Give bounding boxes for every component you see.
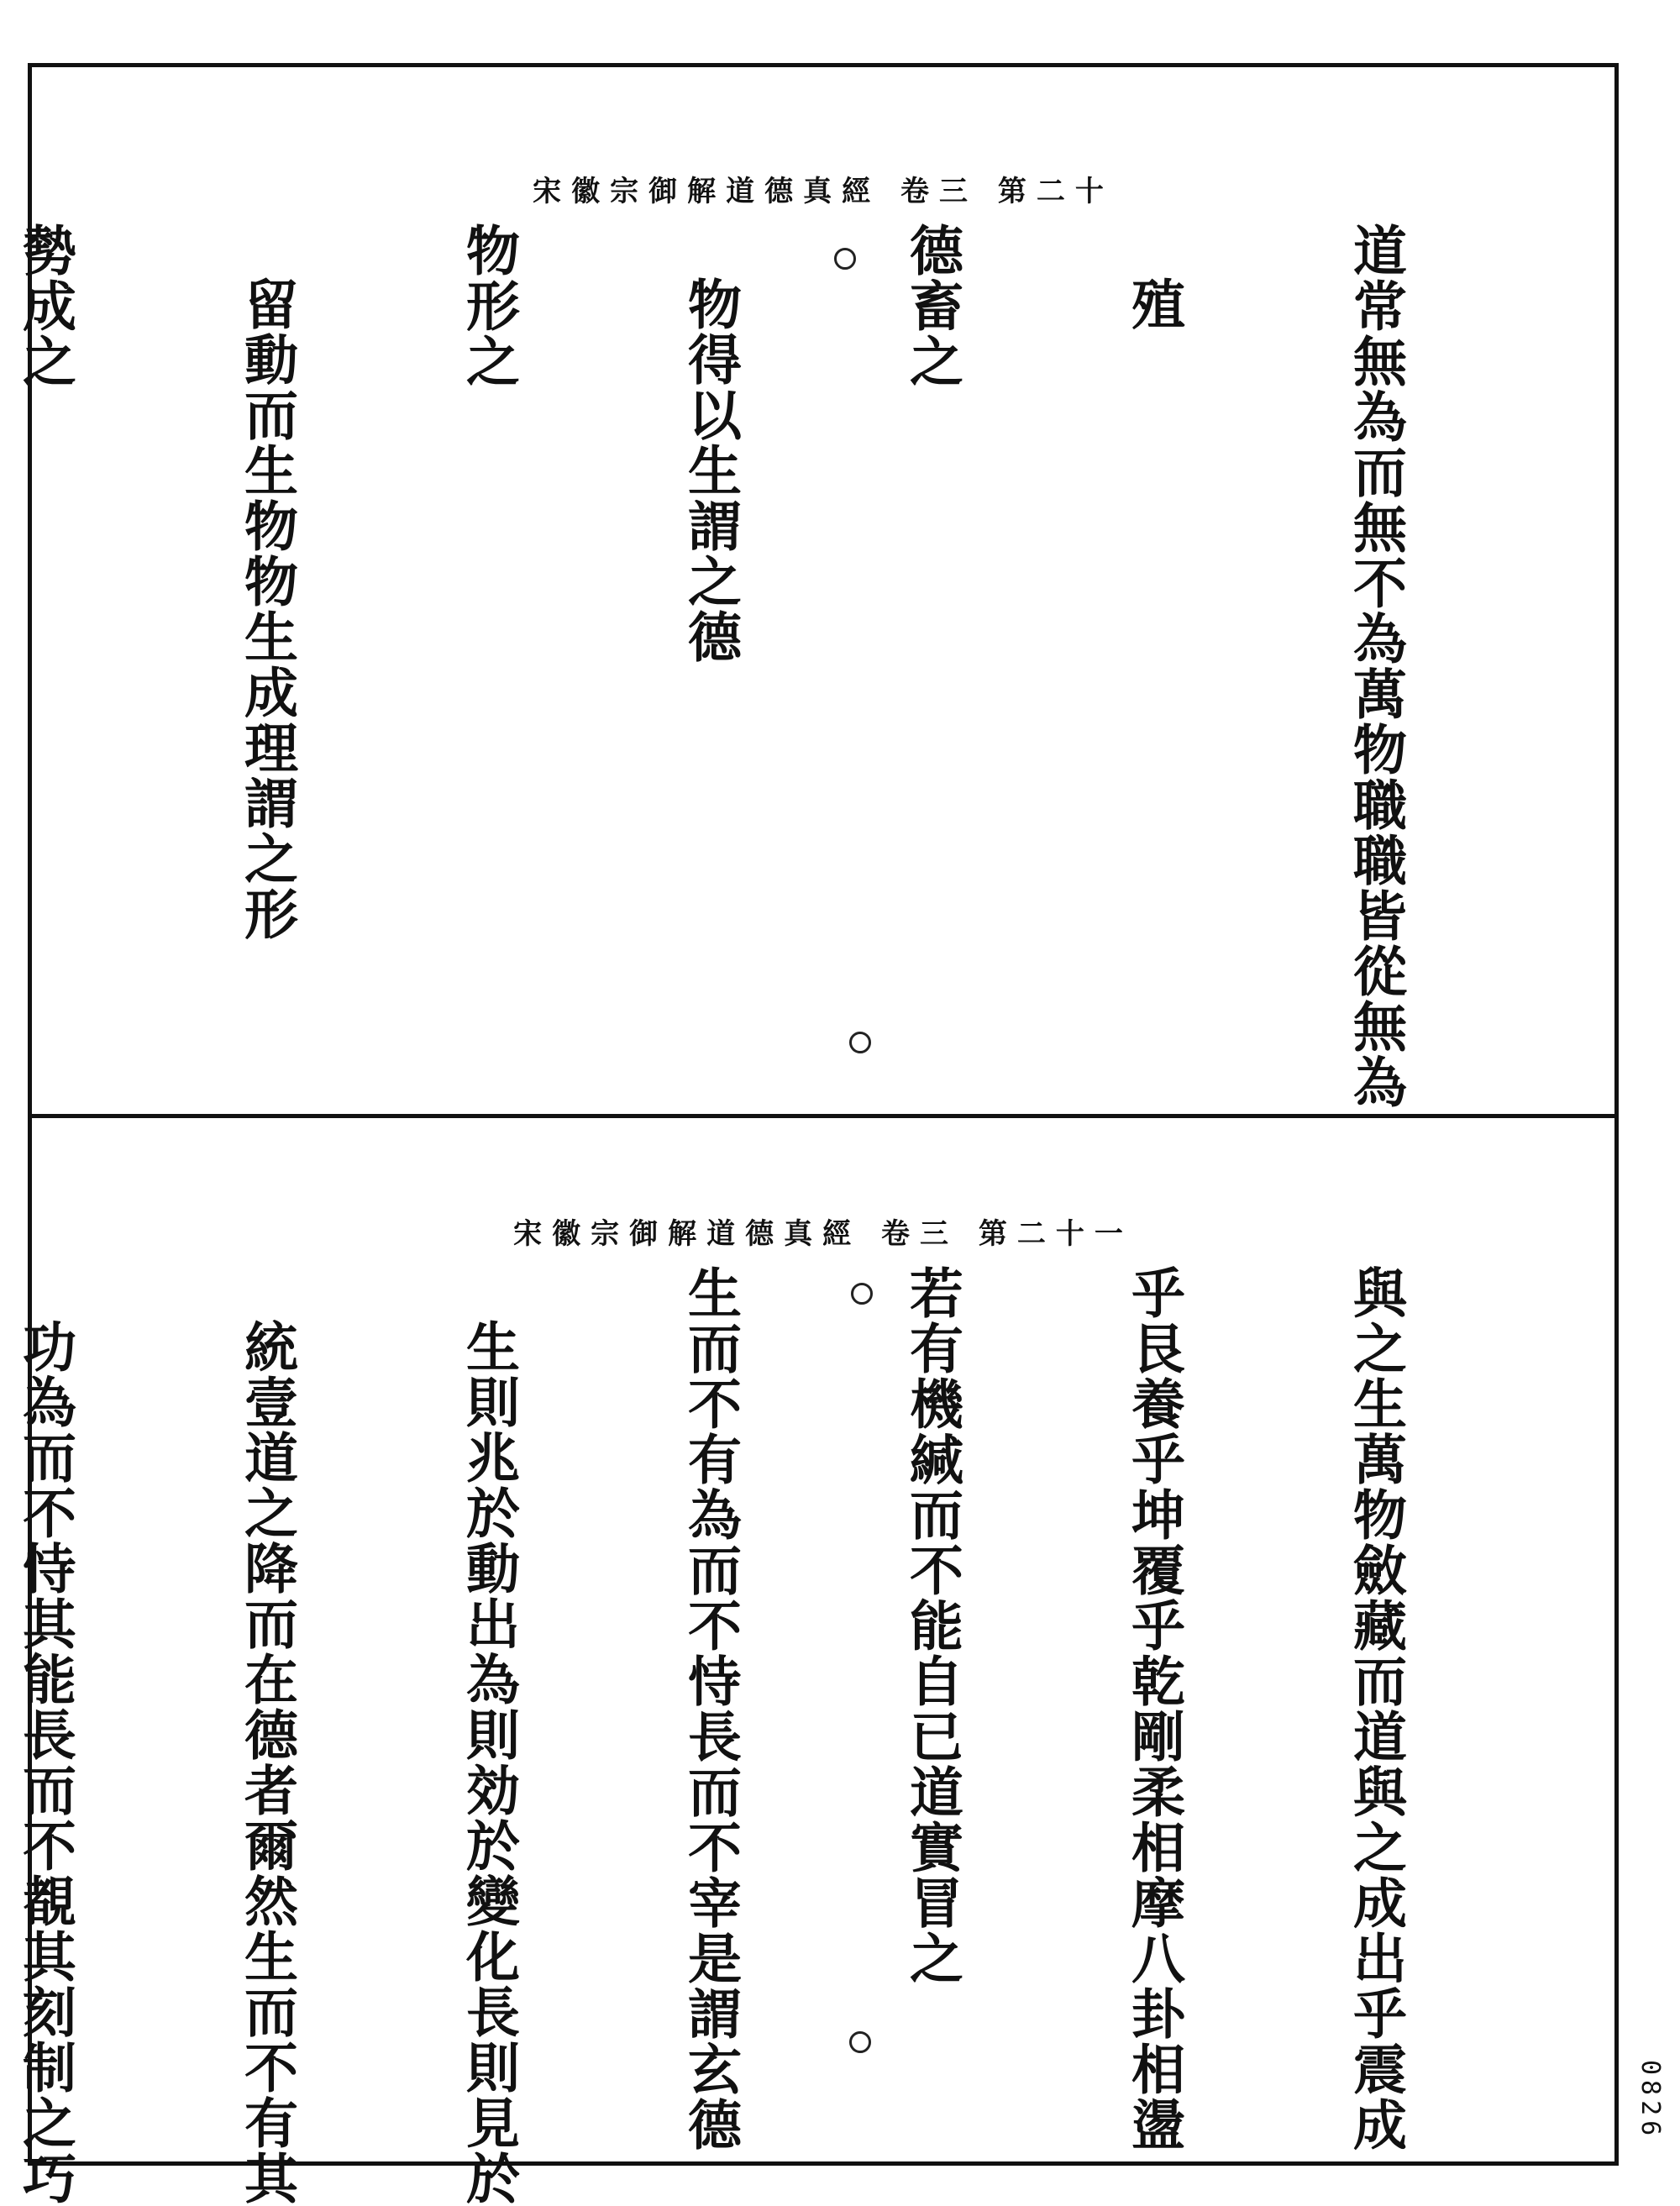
top-col-6: 留動而生物物生成理謂之形 xyxy=(235,276,298,942)
top-col-3: 德畜之 xyxy=(900,223,963,389)
bottom-body-text xyxy=(13,1265,1560,2206)
bottom-header: 宋徽宗御解道德真經 卷三 第二十一 xyxy=(513,1217,1133,1251)
top-header: 宋徽宗御解道德真經 卷三 第二十 xyxy=(533,175,1114,208)
bottom-panel xyxy=(13,1118,1614,2206)
bottom-col-1: 與之生萬物斂藏而道與之成出乎震成 xyxy=(1344,1265,1407,2152)
bottom-col-4: 生而不有為而不恃長而不宰是謂玄德 xyxy=(679,1265,742,2152)
circle-mark-icon xyxy=(849,2031,871,2053)
top-col-1: 道常無為而無不為萬物職職皆從無為 xyxy=(1344,223,1407,1110)
top-col-5: 物形之 xyxy=(457,223,520,389)
circle-mark-icon xyxy=(851,1283,873,1305)
top-col-7: 勢成之 xyxy=(13,223,76,389)
page-number: 0826 xyxy=(1635,2059,1665,2140)
circle-mark-icon xyxy=(849,1032,871,1053)
bottom-col-5: 生則兆於動出為則効於變化長則見於 xyxy=(457,1319,520,2206)
bottom-col-2: 乎艮養乎坤覆乎乾剛柔相摩八卦相盪 xyxy=(1122,1265,1185,2152)
bottom-col-3: 若有機緘而不能自已道實冒之 xyxy=(900,1265,963,1986)
top-col-2: 殖 xyxy=(1122,276,1185,332)
bottom-col-6: 統壹道之降而在德者爾然生而不有其 xyxy=(235,1319,298,2206)
circle-mark-icon xyxy=(834,248,856,270)
bottom-col-7: 功為而不恃其能長而不覩其刻制之巧 xyxy=(13,1319,76,2206)
top-col-4: 物得以生謂之德 xyxy=(679,276,742,664)
top-panel xyxy=(13,67,1614,1114)
top-body-text xyxy=(13,223,1560,1110)
